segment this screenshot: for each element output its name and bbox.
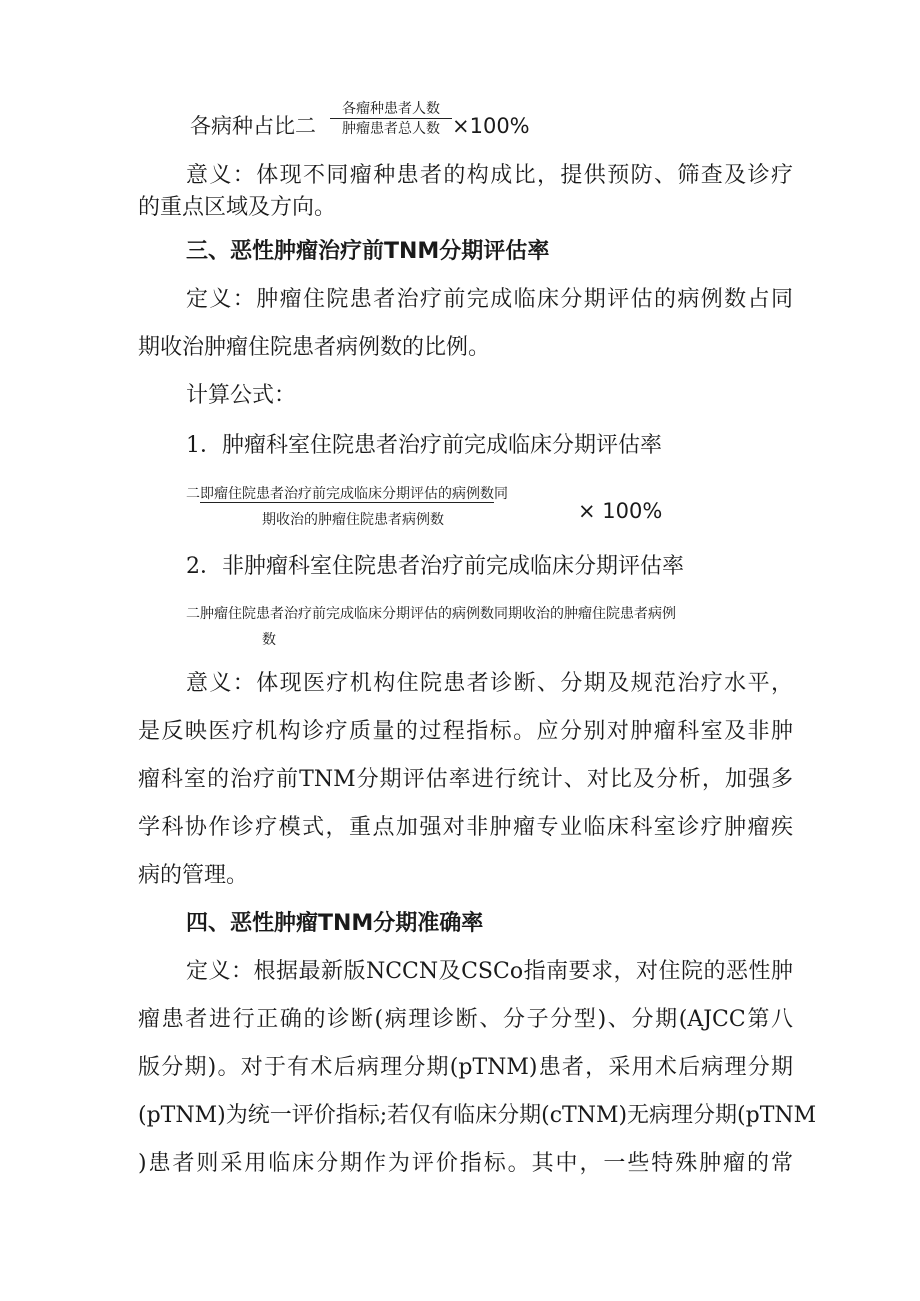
paragraph-line: 病的管理。	[138, 863, 249, 888]
formula-line: 数	[262, 632, 276, 648]
paragraph-line: 期收治肿瘤住院患者病例数的比例。	[138, 335, 491, 360]
paragraph-line: 瘤科室的治疗前TNM分期评估率进行统计、对比及分析，加强多	[138, 767, 793, 792]
formula-prefix: 二	[186, 486, 200, 502]
formula-non-oncology-rate	[186, 604, 786, 654]
list-item: 1．肿瘤科室住院患者治疗前完成临床分期评估率	[186, 433, 662, 458]
formula-suffix: 同	[494, 486, 508, 502]
paragraph-line: 版分期)。对于有术后病理分期(pTNM)患者，采用术后病理分期	[138, 1055, 793, 1080]
paragraph-line: 意义：体现不同瘤种患者的构成比，提供预防、筛查及诊疗	[186, 163, 793, 188]
formula-lhs: 各病种占比二	[190, 114, 316, 138]
formula-numerator-line	[186, 484, 508, 504]
list-item: 2．非肿瘤科室住院患者治疗前完成临床分期评估率	[186, 554, 684, 579]
paragraph-line: 定义：肿瘤住院患者治疗前完成临床分期评估的病例数占同	[186, 287, 793, 312]
section-heading: 三、恶性肿瘤治疗前TNM分期评估率	[186, 239, 550, 264]
formula-denominator: 肿瘤患者总人数	[342, 121, 440, 137]
formula-multiplier: × 100%	[578, 499, 663, 523]
section-heading: 四、恶性肿瘤TNM分期准确率	[186, 911, 484, 936]
formula-oncology-rate	[186, 484, 706, 534]
formula-numerator: 即瘤住院患者治疗前完成临床分期评估的病例数	[200, 486, 494, 502]
paragraph-line: 意义：体现医疗机构住院患者诊断、分期及规范治疗水平，	[186, 671, 793, 696]
paragraph-line: )患者则采用临床分期作为评价指标。其中，一些特殊肿瘤的常	[138, 1151, 793, 1176]
formula-label: 计算公式：	[186, 383, 297, 408]
formula-fraction	[330, 100, 452, 139]
paragraph-line: 的重点区域及方向。	[138, 195, 337, 220]
paragraph-line: (pTNM)为统一评价指标;若仅有临床分期(cTNM)无病理分期(pTNM	[138, 1103, 817, 1128]
formula-line: 二肿瘤住院患者治疗前完成临床分期评估的病例数同期收治的肿瘤住院患者病例	[186, 606, 676, 622]
paragraph-line: 学科协作诊疗模式，重点加强对非肿瘤专业临床科室诊疗肿瘤疾	[138, 815, 793, 840]
paragraph-line: 是反映医疗机构诊疗质量的过程指标。应分别对肿瘤科室及非肿	[138, 719, 793, 744]
paragraph-line: 瘤患者进行正确的诊断(病理诊断、分子分型)、分期(AJCC第八	[138, 1007, 793, 1032]
formula-numerator: 各瘤种患者人数	[330, 100, 452, 119]
paragraph-line: 定义：根据最新版NCCN及CSCo指南要求，对住院的恶性肿	[186, 959, 793, 984]
formula-denominator: 期收治的肿瘤住院患者病例数	[262, 512, 444, 528]
formula-multiplier: ×100%	[452, 114, 530, 138]
